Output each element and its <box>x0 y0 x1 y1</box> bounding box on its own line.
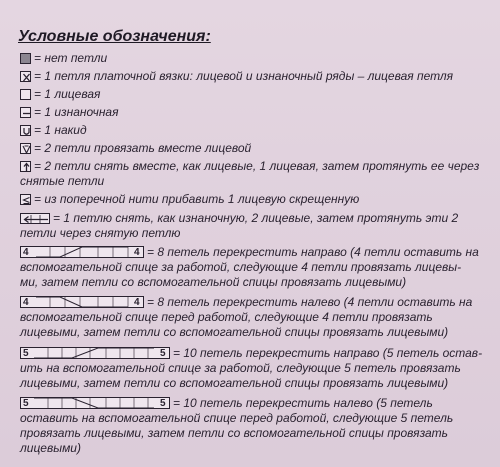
legend-row-s1k2-cont <box>20 226 492 241</box>
legend-text: ить на вспомогательной спице за работой, следующие 5 петель провязать <box>20 361 461 375</box>
cable-count: 5 <box>160 398 166 409</box>
legend-text: петли через снятую петлю <box>20 226 181 240</box>
k2tog-cell-icon <box>20 143 31 154</box>
legend-text: = 8 петель перекрестить налево (4 петли оставить на <box>147 295 473 309</box>
legend-title: Условные обозначения: <box>18 28 211 45</box>
m1-cell-icon <box>20 194 31 205</box>
legend-text: лицевыми, затем петли со вспомогательной спицы провязать лицевыми) <box>20 376 449 390</box>
legend-row-no-stitch <box>20 51 492 66</box>
legend-text: = 1 петлю снять, как изнаночную, 2 лицевые, затем протянуть эти 2 <box>53 211 459 225</box>
legend-text: лицевыми, затем петли со вспомогательной спицы провязать лицевыми) <box>20 325 449 339</box>
cable-count: 5 <box>23 398 29 409</box>
cable-10-right-icon <box>20 347 170 359</box>
legend-row-c10f-cont2 <box>20 426 492 441</box>
empty-cell-icon <box>20 89 31 100</box>
legend-text: = 1 накид <box>34 123 87 137</box>
legend-row-purl <box>20 105 492 120</box>
legend-row-c10b-cont <box>20 361 492 376</box>
cable-count: 4 <box>23 297 29 308</box>
legend-text: = из поперечной нити прибавить 1 лицевую скрещенную <box>34 192 360 206</box>
cable-10-left-icon <box>20 397 170 409</box>
legend-text: = 2 петли провязать вместе лицевой <box>34 141 252 155</box>
legend-row-s1k2 <box>20 211 492 226</box>
legend-row-knit <box>20 87 492 102</box>
legend-text: провязать лицевыми, затем петли со вспомогательной спицы провязать <box>20 426 448 440</box>
legend-row-yarn-over <box>20 123 492 138</box>
legend-row-m1 <box>20 192 492 207</box>
legend-row-c8f <box>20 295 492 310</box>
legend-row-c8f-cont2 <box>20 325 492 340</box>
legend-row-sk2p <box>20 159 492 174</box>
cable-8-right-icon <box>20 246 144 258</box>
legend-text: вспомогательной спице за работой, следующие 4 петли провязать лицевы- <box>20 260 462 274</box>
u-cell-icon <box>20 125 31 136</box>
legend-text: = 10 петель перекрестить направо (5 петель остав- <box>173 346 483 360</box>
legend-row-c10f <box>20 396 492 411</box>
legend-row-c8b-cont2 <box>20 275 492 290</box>
legend-text: = 8 петель перекрестить направо (4 петли оставить на <box>147 245 479 259</box>
grey-cell-icon <box>20 53 31 64</box>
dash-cell-icon <box>20 107 31 118</box>
legend-text: лицевыми) <box>20 441 81 455</box>
cable-count: 4 <box>23 247 29 258</box>
legend-row-k2tog <box>20 141 492 156</box>
legend-text: снятые петли <box>20 174 105 188</box>
legend-text: = 1 лицевая <box>34 87 101 101</box>
legend-text: = 1 изнаночная <box>34 105 119 119</box>
cable-count: 4 <box>134 297 140 308</box>
legend-row-c8b <box>20 245 492 260</box>
legend-row-twisted <box>20 69 492 84</box>
legend-row-c10b <box>20 346 492 361</box>
cable-8-left-icon <box>20 296 144 308</box>
legend-text: = 2 петли снять вместе, как лицевые, 1 лицевая, затем протянуть ее через <box>34 159 480 173</box>
up-arrow-cell-icon <box>20 161 31 172</box>
legend-row-c10b-cont2 <box>20 376 492 391</box>
legend-row-c8f-cont <box>20 310 492 325</box>
cable-count: 5 <box>160 348 166 359</box>
legend-text: оставить на вспомогательной спице перед работой, следующие 5 петель <box>20 411 454 425</box>
legend-text: ми, затем петли со вспомогательной спицы провязать лицевыми) <box>20 275 407 289</box>
legend-row-c10f-cont3 <box>20 441 492 456</box>
legend-text: = нет петли <box>34 51 108 65</box>
legend-row-c10f-cont <box>20 411 492 426</box>
legend-text: = 10 петель перекрестить налево (5 петель <box>173 396 433 410</box>
legend-row-c8b-cont <box>20 260 492 275</box>
legend-text: = 1 петля платочной вязки: лицевой и изнаночный ряды – лицевая петля <box>34 69 454 83</box>
legend-text: вспомогательной спице перед работой, следующие 4 петли провязать <box>20 310 433 324</box>
cable-count: 5 <box>23 348 29 359</box>
left-arrow-cell-icon <box>20 213 50 224</box>
cable-count: 4 <box>134 247 140 258</box>
legend-row-sk2p-cont <box>20 174 492 189</box>
cross-cell-icon <box>20 71 31 82</box>
